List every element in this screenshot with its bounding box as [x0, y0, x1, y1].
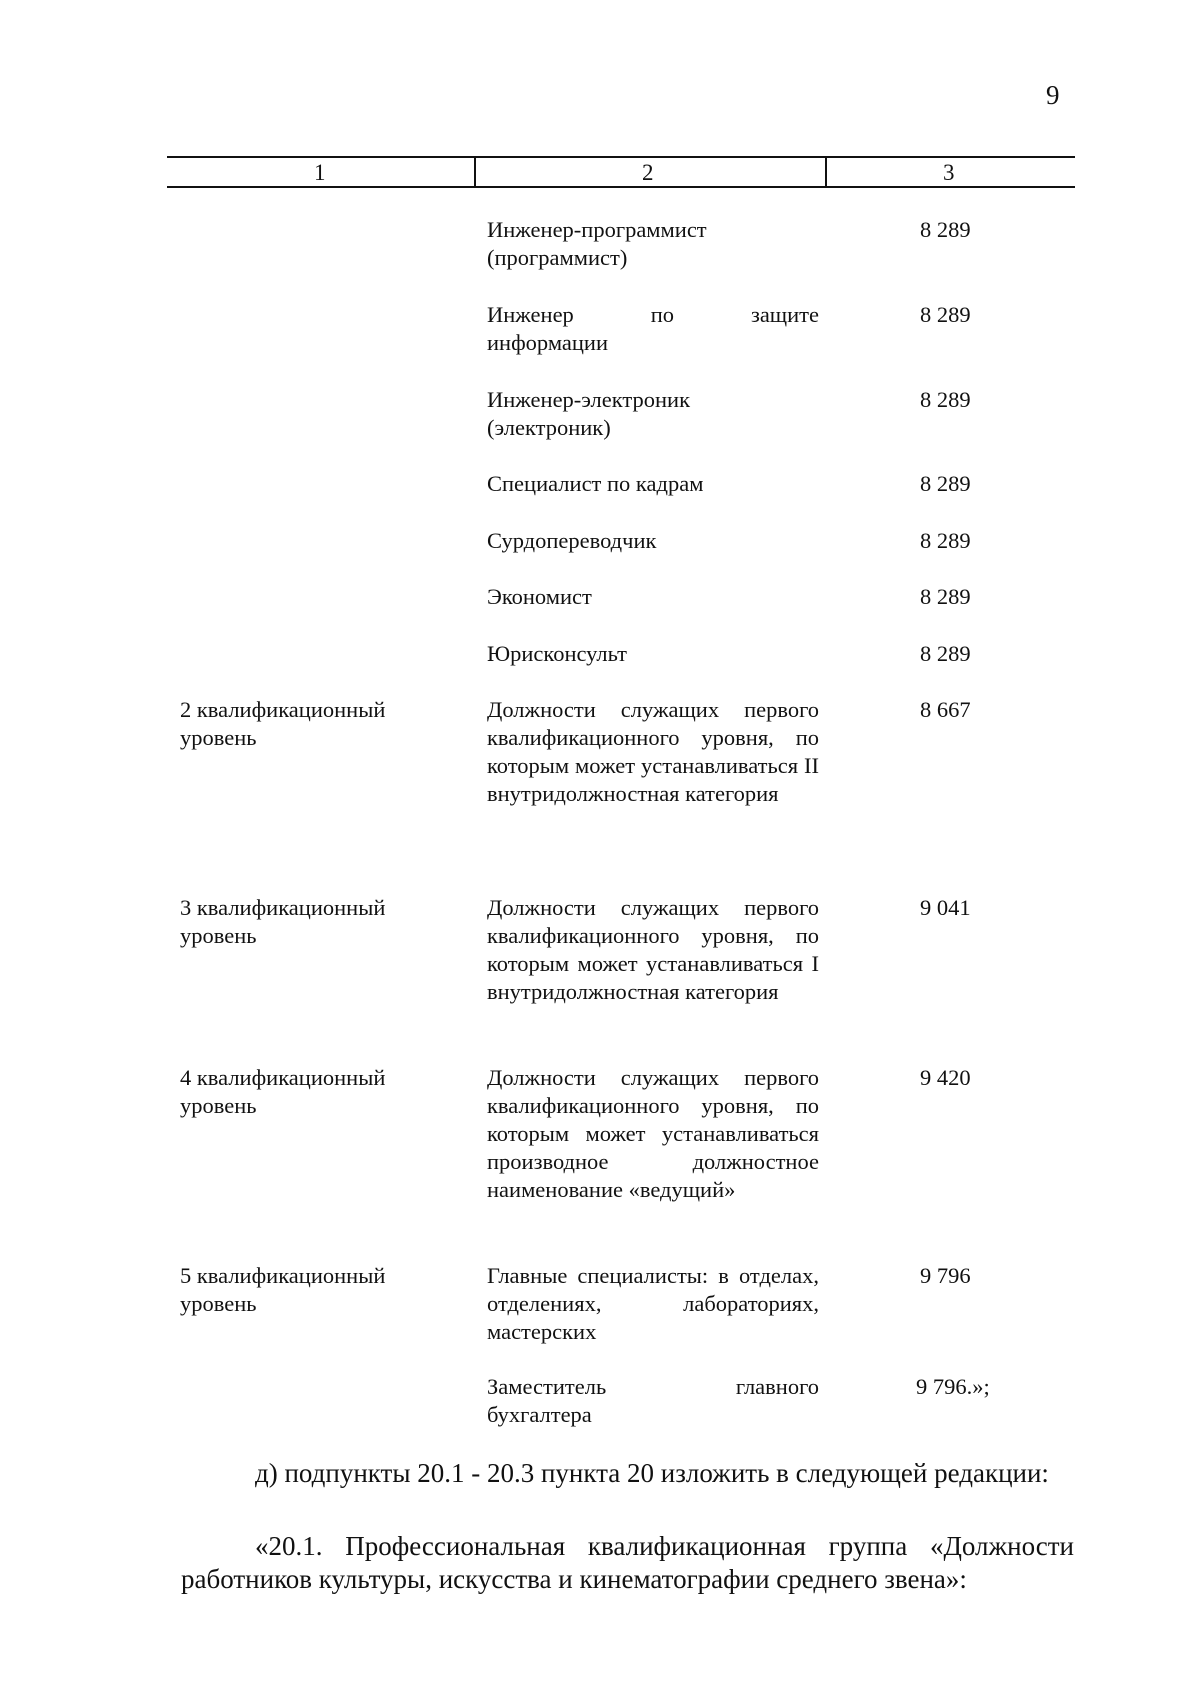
- table-row-salary: 8 289: [920, 528, 971, 553]
- column-header-3: 3: [943, 160, 955, 185]
- body-paragraph: «20.1. Профессиональная квалификационная группа «Должности работников культуры, искусства и кинематографии среднего звена»:: [181, 1531, 1074, 1594]
- table-row-position: Главные специалисты: в отделах, отделениях, лабораториях, мастерских: [487, 1263, 819, 1344]
- table-row-salary: 8 289: [920, 217, 971, 242]
- table-row-position: Должности служащих первого квалификационного уровня, по которым может устанавливаться производное должностное наименование «ведущий»: [487, 1065, 819, 1202]
- header-column-separator-1: [474, 156, 476, 186]
- table-row-level: 4 квалификационный уровень: [180, 1065, 386, 1118]
- header-top-rule: [167, 156, 1075, 158]
- table-row-position: Юрисконсульт: [487, 641, 627, 666]
- table-row-position: Должности служащих первого квалификационного уровня, по которым может устанавливаться II внутридолжностная категория: [487, 697, 819, 806]
- table-row-level: 5 квалификационный уровень: [180, 1263, 386, 1316]
- table-row-position: Инженер-программист (программист): [487, 217, 707, 270]
- table-row-level: 2 квалификационный уровень: [180, 697, 386, 750]
- table-row-salary: 8 289: [920, 302, 971, 327]
- table-row-position: Сурдопереводчик: [487, 528, 657, 553]
- table-row-salary: 9 796: [920, 1263, 971, 1288]
- table-row-position: Должности служащих первого квалификационного уровня, по которым может устанавливаться I внутридолжностная категория: [487, 895, 819, 1004]
- header-column-separator-2: [825, 156, 827, 186]
- table-row-level: 3 квалификационный уровень: [180, 895, 386, 948]
- table-row-position: Специалист по кадрам: [487, 471, 704, 496]
- header-bottom-rule: [167, 186, 1075, 188]
- column-header-1: 1: [314, 160, 326, 185]
- table-row-position: Экономист: [487, 584, 592, 609]
- table-row-position: Инженер-электроник (электроник): [487, 387, 691, 440]
- table-row-position: Заместитель главного бухгалтера: [487, 1374, 819, 1427]
- table-row-salary: 9 041: [920, 895, 971, 920]
- table-row-salary: 9 420: [920, 1065, 971, 1090]
- table-row-position: Инженер по защите информации: [487, 302, 819, 355]
- table-row-salary: 8 289: [920, 641, 971, 666]
- page-number: 9: [1046, 80, 1060, 110]
- table-row-salary: 8 289: [920, 387, 971, 412]
- table-row-salary: 9 796.»;: [916, 1374, 990, 1399]
- column-header-2: 2: [642, 160, 654, 185]
- table-row-salary: 8 667: [920, 697, 971, 722]
- table-row-salary: 8 289: [920, 584, 971, 609]
- table-row-salary: 8 289: [920, 471, 971, 496]
- body-paragraph: д) подпункты 20.1 - 20.3 пункта 20 изложить в следующей редакции:: [255, 1458, 1049, 1488]
